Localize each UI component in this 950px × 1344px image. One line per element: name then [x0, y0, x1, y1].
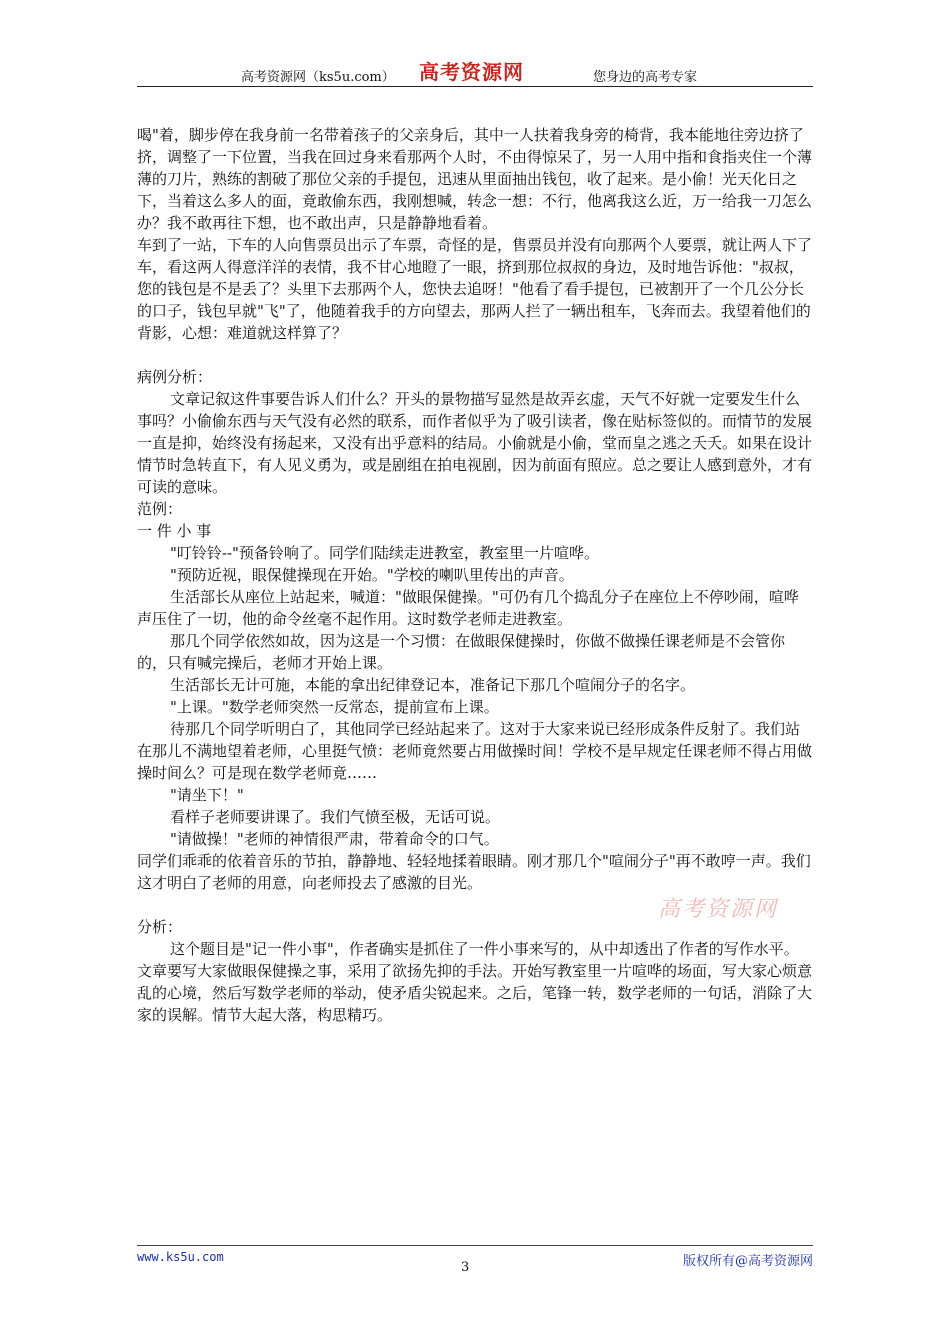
footer-copyright: 版权所有@高考资源网	[682, 1254, 813, 1269]
blank-line	[137, 344, 813, 366]
analysis-paragraph: 文章记叙这件事要告诉人们什么？开头的景物描写显然是故弄玄虚，天气不好就一定要发生什么事吗？小偷偷东西与天气没有必然的联系，而作者似乎为了吸引读者，像在贴标签似的。而情节的发展一直是抑，始终没有扬起来，又没有出乎意料的结局。小偷就是小偷，堂而皇之逃之夭夭。如果在设计情节时急转直下，有人见义勇为，或是剧组在拍电视剧，因为前面有照应。总之要让人感到意外，才有可读的意味。	[137, 390, 813, 496]
analysis2-heading: 分析：	[137, 918, 183, 936]
example-paragraph: "请坐下！"	[170, 786, 244, 804]
analysis2-paragraph: 这个题目是"记一件小事"，作者确实是抓住了一件小事来写的，从中却透出了作者的写作水平。文章要写大家做眼保健操之事，采用了欲扬先抑的手法。开始写教室里一片喧哗的场面，写大家心烦意乱的心境，然后写数学老师的举动，使矛盾尖锐起来。之后，笔锋一转，数学老师的一句话，消除了大家的误解。情节大起大落，构思精巧。	[137, 940, 813, 1024]
analysis-heading: 病例分析：	[137, 368, 213, 386]
story-paragraph: 喝"着，脚步停在我身前一名带着孩子的父亲身后，其中一人扶着我身旁的椅背，我本能地往旁边挤了挤，调整了一下位置，当我在回过身来看那两个人时，不由得惊呆了，另一人用中指和食指夹住一个薄薄的刀片，熟练的割破了那位父亲的手提包，迅速从里面抽出钱包，收了起来。是小偷！光天化日之下，当着这么多人的面，竟敢偷东西，我刚想喊，转念一想：不行，他离我这么近，万一给我一刀怎么办？我不敢再往下想，也不敢出声，只是静静地看着。	[137, 126, 813, 232]
example-paragraph: 生活部长无计可施，本能的拿出纪律登记本，准备记下那几个喧闹分子的名字。	[170, 676, 696, 694]
header-slogan: 您身边的高考专家	[593, 70, 698, 85]
page-header	[137, 62, 813, 87]
example-paragraph: 生活部长从座位上站起来，喊道："做眼保健操。"可仍有几个捣乱分子在座位上不停吵闹，喧哗声压住了一切，他的命令丝毫不起作用。这时数学老师走进教室。	[137, 588, 799, 628]
footer-url-link[interactable]: www.ks5u.com	[137, 1250, 224, 1264]
example-heading: 范例：	[137, 500, 183, 518]
example-paragraph: "请做操！"老师的神情很严肃，带着命令的口气。	[170, 830, 499, 848]
header-site-name: 高考资源网（ks5u.com）	[241, 70, 395, 85]
example-paragraph: "叮铃铃--"预备铃响了。同学们陆续走进教室，教室里一片喧哗。	[170, 544, 599, 562]
page-number: 3	[461, 1260, 470, 1275]
document-body	[137, 124, 813, 1026]
example-paragraph: "预防近视，眼保健操现在开始。"学校的喇叭里传出的声音。	[170, 566, 574, 584]
example-title: 一 件 小 事	[137, 522, 212, 540]
story-paragraph: 车到了一站，下车的人向售票员出示了车票，奇怪的是，售票员并没有向那两个人要票，就让两人下了车，看这两人得意洋洋的表情，我不甘心地瞪了一眼，挤到那位叔叔的身边，及时地告诉他："叔叔，您的钱包是不是丢了？头里下去那两个人，您快去追呀！"他看了看手提包，已被割开了一个几公分长的口子，钱包早就"飞"了，他随着我手的方向望去，那两人拦了一辆出租车，飞奔而去。我望着他们的背影，心想：难道就这样算了？	[137, 236, 813, 342]
example-paragraph: 待那几个同学听明白了，其他同学已经站起来了。这对于大家来说已经形成条件反射了。我们站在那儿不满地望着老师，心里挺气愤：老师竟然要占用做操时间！学校不是早规定任课老师不得占用做操时间么？可是现在数学老师竟……	[137, 720, 813, 782]
example-paragraph: 同学们乖乖的依着音乐的节拍，静静地、轻轻地揉着眼睛。刚才那几个"喧闹分子"再不敢哼一声。我们这才明白了老师的用意，向老师投去了感激的目光。	[137, 852, 811, 892]
header-logo: 高考资源网	[419, 60, 524, 84]
example-paragraph: 那几个同学依然如故，因为这是一个习惯：在做眼保健操时，你做不做操任课老师是不会管你的，只有喊完操后，老师才开始上课。	[137, 632, 786, 672]
watermark-stamp: 高考资源网	[658, 897, 779, 922]
example-paragraph: 看样子老师要讲课了。我们气愤至极，无话可说。	[170, 808, 501, 826]
page-footer	[137, 1245, 813, 1275]
example-paragraph: "上课。"数学老师突然一反常态，提前宣布上课。	[170, 698, 499, 716]
